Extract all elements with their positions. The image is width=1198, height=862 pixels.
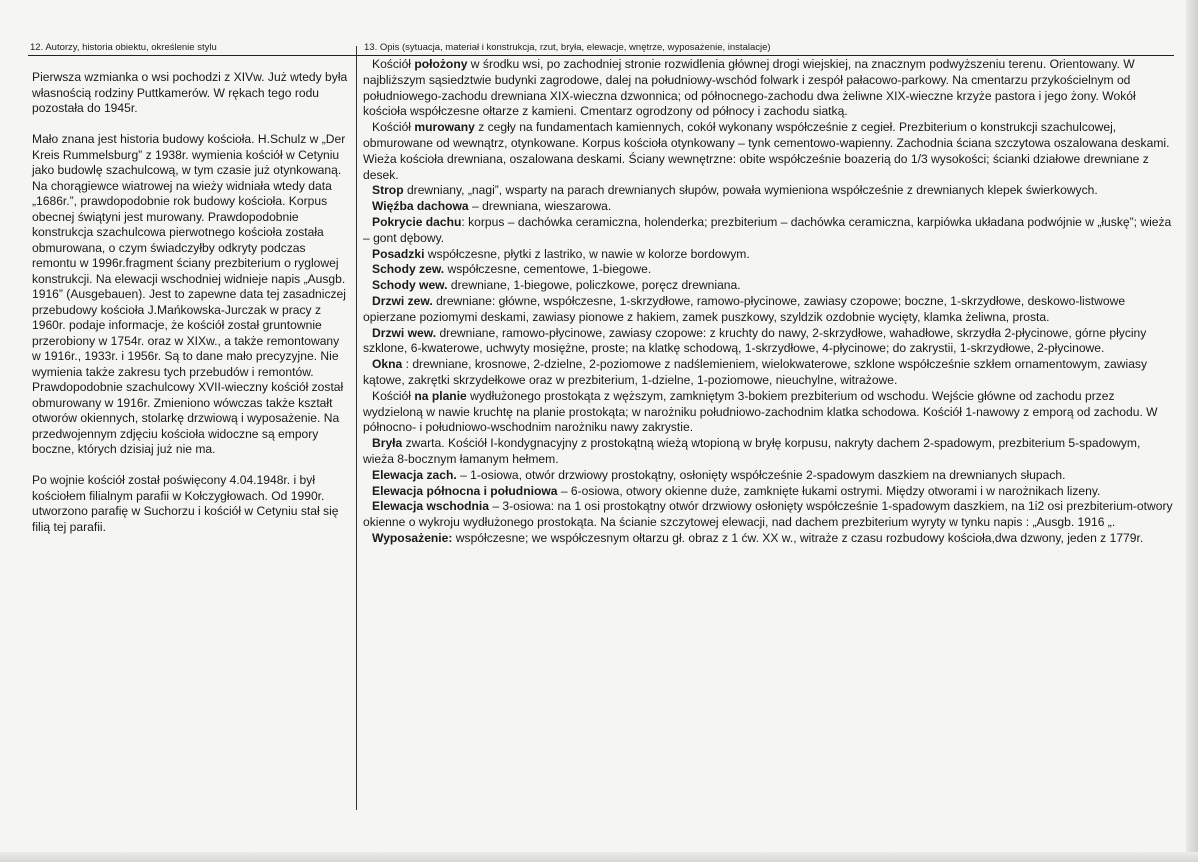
paragraph-term: położony [414,57,468,71]
paragraph-text: drewniane, ramowo-płycinowe, zawiasy czopowe: z kruchty do nawy, 2-skrzydłowe, wahadłowe, skrzydła 2-płycinowe, górne płyciny szklone, 6-kwaterowe, uchwyty mosiężne, proste; na klatkę schodową, 1-skrzydłowe, 4-płycinowe; do zakrystii, 1-skrzydłowe, 2-płycinowe. [363,325,1147,356]
description-paragraph [363,357,1173,389]
history-paragraph: Mało znana jest historia budowy kościoła. H.Schulz w „Der Kreis Rummelsburg” z 1938r. wymienia kościół w Cetyniu jako budowlę szachulcową, w tym czasie już otynkowaną. Na chorągiewce wiatrowej na wieży widniała wtedy data „1686r.”, prawdopodobnie rok budowy kościoła. Korpus obecnej świątyni jest murowany. Prawdopodobnie konstrukcja szachulcowa pierwotnego kościoła została obmurowana, o czym świadczyłby odkryty podczas remontu w 1996r.fragment ściany prezbiterium o ryglowej konstrukcji. Na elewacji wschodniej widnieje napis „Ausgb. 1916” (Ausgebauen). Jest to zapewne data tej zasadniczej przebudowy kościoła J.Mańkowska-Jurczak w pracy z 1960r. podaje informacje, że kościół został gruntownie przerobiony w 1754r. oraz w XIXw., a także remontowany w 1916r., 1933r. i 1956r. Są to dane mało precyzyjne. Nie wymienia także zakresu tych przebudów i remontów. Prawdopodobnie szachulcowy XVII-wieczny kościół został obmurowany w 1916r. Zmieniono wówczas także kształt otworów okiennych, stolarkę drzwiową i wyposażenie. Na przedwojennym zdjęciu kościoła widoczne są empory boczne, których dzisiaj już nie ma. [32,132,346,456]
description-paragraph [363,120,1173,183]
description-paragraph [363,531,1173,547]
description-paragraph [363,499,1173,531]
paragraph-term: Schody zew. [372,262,445,277]
section-13-header: 13. Opis (sytuacja, materiał i konstrukcja, rzut, bryła, elewacje, wnętrze, wyposażenie, instalacje) [364,42,771,53]
history-paragraph: Po wojnie kościół został poświęcony 4.04.1948r. i był kościołem filialnym parafii w Kołczygłowach. Od 1990r. utworzono parafię w Suchorzu i kościół w Cetyniu stał się filią tej parafii. [32,473,339,534]
paragraph-term: Elewacja zach. [372,467,457,482]
paper-edge-bottom [0,852,1198,862]
paragraph-text: : korpus – dachówka ceramiczna, holenderka; prezbiterium – dachówka ceramiczna, karpiówka układana podwójnie w „łuskę”; wieża – gont dębowy. [363,214,1172,245]
paragraph-text: drewniany, „nagi”, wsparty na parach drewnianych słupów, powała wymieniona współcześnie z drewnianych klepek świerkowych. [403,183,1098,198]
paragraph-term: Więźba dachowa [372,199,469,214]
paragraph-text: zwarta. Kościół I-kondygnacyjny z prostokątną wieżą wtopioną w bryłę korpusu, nakryty dachem 2-spadowym, prezbiterium 5-spadowym, wieża 8-bocznym łamanym hełmem. [363,436,1141,466]
section-12-header: 12. Autorzy, historia obiektu, określenie stylu [30,42,217,53]
paragraph-text: drewniane, 1-biegowe, policzkowe, poręcz drewniana. [447,278,741,293]
paragraph-lead: Kościół [372,120,415,135]
paragraph-text: : drewniane, krosnowe, 2-dzielne, 2-poziomowe z nadślemieniem, wielokwaterowe, szklone współcześnie szkłem ornamentowym, zawiasy kątowe, zakrętki skrzydełkowe oraz w prezbiterium, 1-dzielne, 1-poziomowe, nieuchylne, witrażowe. [363,357,1148,387]
description-paragraph [363,215,1173,247]
paragraph-text: w środku wsi, po zachodniej stronie rozwidlenia głównej drogi wiejskiej, na znacznym podwyższeniu terenu. Orientowany. W najbliższym sąsiedztwie budynki zagrodowe, dalej na południowy-wschód folwark i zespół pałacowo-parkowy. Na cmentarzu przykościelnym od południowego-zachodu drewniana XIX-wieczna dzwonnica; od północnego-zachodu dwa żeliwne XIX-wieczne krzyże pastora i jego żony. Wokół kościoła współczesne ołtarze z kamieni. Cmentarz ogrodzony od północy i zachodu siatką. [363,57,1136,119]
description-column [363,57,1173,547]
paragraph-text: – drewniana, wieszarowa. [468,199,612,214]
paragraph-text: wydłużonego prostokąta z węższym, zamkniętym 3-bokiem prezbiterium od wschodu. Wejście główne od zachodu przez wydzieloną w nawie kruchtę na planie prostokąta; w narożniku południowo-zachodnim klatka schodowa. Kościół 1-nawowy z emporą od zachodu. W północno- i południowo-wschodnim narożniku nawy zakrystie. [363,388,1158,435]
description-paragraph [363,247,1173,263]
paragraph-lead: Kościół [372,388,415,403]
paragraph-text: – 6-osiowa, otwory okienne duże, zamknięte łukami ostrymi. Między otworami i w narożnikach lizeny. [557,483,1101,498]
header-rule [28,55,1174,56]
paragraph-term: Okna [372,357,403,372]
description-paragraph [363,294,1173,326]
paragraph-text: z cegły na fundamentach kamiennych, cokół wykonany współcześnie z cegieł. Prezbiterium o konstrukcji szachulcowej, obmurowane od wewnątrz, otynkowane. Korpus kościoła otynkowany – tynk cementowo-wapienny. Zachodnia ściana szczytowa oszalowana deskami. Wieża kościoła drewniana, oszalowana deskami. Ściany wewnętrzne: obite współcześnie boazerią do 1/3 wysokości; ścianki działowe drewniane z desek. [363,120,1170,182]
paragraph-term: Elewacja wschodnia [372,499,489,514]
history-column [32,70,350,551]
description-paragraph [363,183,1173,199]
description-paragraph [363,484,1173,500]
paragraph-term: Drzwi zew. [372,293,433,308]
paragraph-term: murowany [414,120,475,135]
paragraph-text: drewniane: główne, współczesne, 1-skrzydłowe, ramowo-płycinowe, zawiasy czopowe; boczne, 1-skrzydłowe, deskowo-listwowe opierzane poziomymi deskami, zawiasy pionowe z hakiem, zamek puszkowy, szyldzik ozdobnie wycięty, klamka żeliwna, prosta. [363,293,1126,324]
description-paragraph [363,389,1173,436]
paragraph-text: współczesne, cementowe, 1-biegowe. [444,262,652,277]
paper-edge-right [1186,0,1198,862]
description-paragraph [363,57,1173,120]
paragraph-term: Wyposażenie: [372,530,453,545]
paragraph-term: Drzwi wew. [372,325,437,340]
paragraph-lead: Kościół [372,57,415,71]
description-paragraph [363,326,1173,358]
paragraph-term: Schody wew. [372,278,448,293]
paragraph-text: – 1-osiowa, otwór drzwiowy prostokątny, osłonięty współcześnie 2-spadowym daszkiem na drewnianych słupach. [456,467,1066,482]
paragraph-term: Bryła [372,436,403,451]
column-divider [356,46,357,810]
paragraph-term: Elewacja północna i południowa [372,483,558,498]
description-paragraph [363,468,1173,484]
description-paragraph [363,278,1173,294]
paragraph-term: Pokrycie dachu [372,214,462,229]
paragraph-text: współczesne; we współczesnym ołtarzu gł. obraz z 1 ćw. XX w., witraże z czasu rozbudowy kościoła,dwa dzwony, jeden z 1779r. [452,530,1144,545]
description-paragraph [363,436,1173,468]
description-paragraph [363,262,1173,278]
description-paragraph [363,199,1173,215]
paragraph-text: – 3-osiowa: na 1 osi prostokątny otwór drzwiowy osłonięty współcześnie 1-spadowym daszkiem, na 1i2 osi prezbiterium-otwory okienne o wykroju wydłużonego prostokąta. Na ścianie szczytowej elewacji, nad dachem prezbiterium wyryty w tynku napis : „Ausgb. 1916 „. [363,499,1173,530]
paragraph-term: Strop [372,183,404,198]
paragraph-text: współczesne, płytki z lastriko, w nawie w kolorze bordowym. [424,246,750,261]
paragraph-term: Posadzki [372,246,425,261]
history-paragraph: Pierwsza wzmianka o wsi pochodzi z XIVw. Już wtedy była własnością rodziny Puttkamerów. W rękach tego rodu pozostała do 1945r. [32,70,348,115]
paragraph-term: na planie [414,388,467,403]
